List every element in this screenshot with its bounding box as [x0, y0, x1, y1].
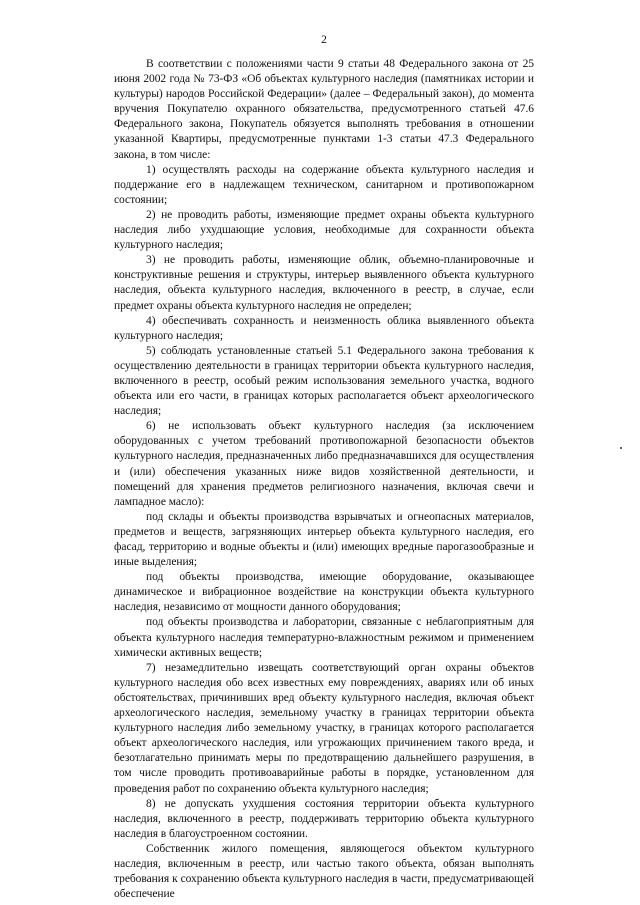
- paragraph-item-4: 4) обеспечивать сохранность и неизменность облика выявленного объекта культурного наследия;: [114, 314, 534, 342]
- paragraph-item-5: 5) соблюдать установленные статьей 5.1 Федерального закона требования к осуществлению деятельности в границах территории объекта культурного наследия, включенного в реестр, особый режим использования земельного участка, водного объекта или его части, в границах которых располагается объект археологического наследия;: [114, 344, 534, 418]
- paragraph-intro: В соответствии с положениями части 9 статьи 48 Федерального закона от 25 июня 2002 года № 73-ФЗ «Об объектах культурного наследия (памятниках истории и культуры) народов Российской Федерации» (далее – Федеральный закон), до момента вручения Покупателю охранного обязательства, предусмотренного статьей 47.6 Федерального закона, Покупатель обязуется выполнять требования в отношении указанной Квартиры, предусмотренные пунктами 1-3 статьи 47.3 Федерального закона, в том числе:: [114, 58, 534, 161]
- paragraph-item-6: 6) не использовать объект культурного наследия (за исключением оборудованных с учетом требований противопожарной безопасности объектов культурного наследия, предназначенных либо предназначавшихся для осуществления и (или) обеспечения указанных ниже видов хозяйственной деятельности, и помещений для хранения предметов религиозного назначения, включая свечи и лампадное масло):: [114, 420, 534, 508]
- scan-speck: [620, 447, 622, 449]
- paragraph-item-7: 7) незамедлительно извещать соответствующий орган охраны объектов культурного наследия обо всех известных ему повреждениях, авариях или об иных обстоятельствах, причинивших вред объекту культурного наследия, включая объект археологического наследия, земельному участку в границах территории объекта культурного наследия либо земельному участку, в границах которого располагается объект археологического наследия, или угрожающих причинением такого вреда, и безотлагательно принимать меры по предотвращению дальнейшего разрушения, в том числе проводить противоаварийные работы в порядке, установленном для проведения работ по сохранению объекта культурного наследия;: [114, 661, 534, 795]
- paragraph-item-3: 3) не проводить работы, изменяющие облик, объемно-планировочные и конструктивные решения и структуры, интерьер выявленного объекта культурного наследия, объекта культурного наследия, включенного в реестр, в случае, если предмет охраны объекта культурного наследия не определен;: [114, 254, 534, 312]
- paragraph-item-1: 1) осуществлять расходы на содержание объекта культурного наследия и поддержание его в надлежащем техническом, санитарном и противопожарном состоянии;: [114, 163, 534, 206]
- paragraph-item-6-sub-2: под объекты производства, имеющие оборудование, оказывающее динамическое и вибрационное воздействие на конструкции объекта культурного наследия, независимо от мощности данного оборудования;: [114, 571, 534, 614]
- paragraph-item-8: 8) не допускать ухудшения состояния территории объекта культурного наследия, включенного в реестр, поддерживать территорию объекта культурного наследия в благоустроенном состоянии.: [114, 797, 534, 840]
- paragraph-item-2: 2) не проводить работы, изменяющие предмет охраны объекта культурного наследия либо ухудшающие условия, необходимые для сохранности объекта культурного наследия;: [114, 208, 534, 252]
- page-number: 2: [321, 34, 327, 46]
- paragraph-owner-obligation: Собственник жилого помещения, являющегося объектом культурного наследия, включенным в реестр, или частью такого объекта, обязан выполнять требования к сохранению объекта культурного наследия в части, предусматривающей обеспечение: [114, 842, 534, 901]
- paragraph-item-6-sub-1: под склады и объекты производства взрывчатых и огнеопасных материалов, предметов и веществ, загрязняющих интерьер объекта культурного наследия, его фасад, территорию и водные объекты и (или) имеющих вредные парогазообразные и иные выделения;: [114, 510, 534, 569]
- paragraph-item-6-sub-3: под объекты производства и лаборатории, связанные с неблагоприятным для объекта культурного наследия температурно-влажностным режимом и применением химически активных веществ;: [114, 616, 534, 659]
